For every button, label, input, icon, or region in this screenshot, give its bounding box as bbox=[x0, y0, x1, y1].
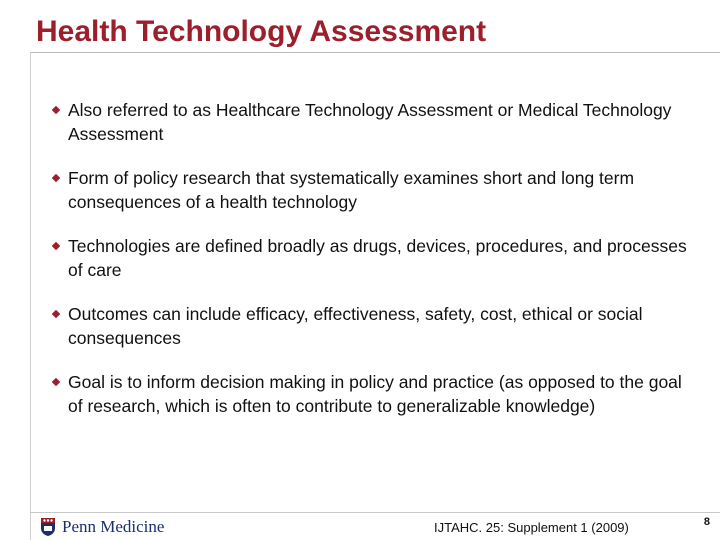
bullet-item bbox=[52, 166, 692, 214]
citation: IJTAHC. 25: Supplement 1 (2009) bbox=[434, 520, 629, 535]
logo-text: Penn Medicine bbox=[62, 517, 165, 536]
bullet-text: Technologies are defined broadly as drugs, devices, procedures, and processes of care bbox=[68, 236, 687, 280]
diamond-bullet-icon bbox=[52, 242, 60, 250]
bullet-text: Goal is to inform decision making in policy and practice (as opposed to the goal of research, which is often to contribute to generalizable knowledge) bbox=[68, 372, 682, 416]
diamond-bullet-icon bbox=[52, 106, 60, 114]
left-divider bbox=[30, 52, 31, 540]
footer-divider bbox=[30, 512, 720, 513]
page-number: 8 bbox=[703, 516, 710, 528]
bullet-text: Form of policy research that systematically examines short and long term consequences of a health technology bbox=[68, 168, 635, 212]
penn-shield-icon bbox=[40, 517, 56, 537]
diamond-bullet-icon bbox=[52, 174, 60, 182]
bullet-item bbox=[52, 370, 692, 418]
slide-title: Health Technology Assessment bbox=[36, 15, 487, 48]
bullet-text: Also referred to as Healthcare Technology Assessment or Medical Technology Assessment bbox=[68, 100, 672, 144]
bullet-item bbox=[52, 98, 692, 146]
bullet-text: Outcomes can include efficacy, effectiveness, safety, cost, ethical or social consequences bbox=[68, 304, 643, 348]
penn-medicine-logo bbox=[40, 516, 164, 538]
diamond-bullet-icon bbox=[52, 310, 60, 318]
bullet-item bbox=[52, 234, 692, 282]
title-divider bbox=[30, 52, 720, 53]
diamond-bullet-icon bbox=[52, 378, 60, 386]
bullet-list bbox=[52, 98, 692, 418]
bullet-item bbox=[52, 302, 692, 350]
